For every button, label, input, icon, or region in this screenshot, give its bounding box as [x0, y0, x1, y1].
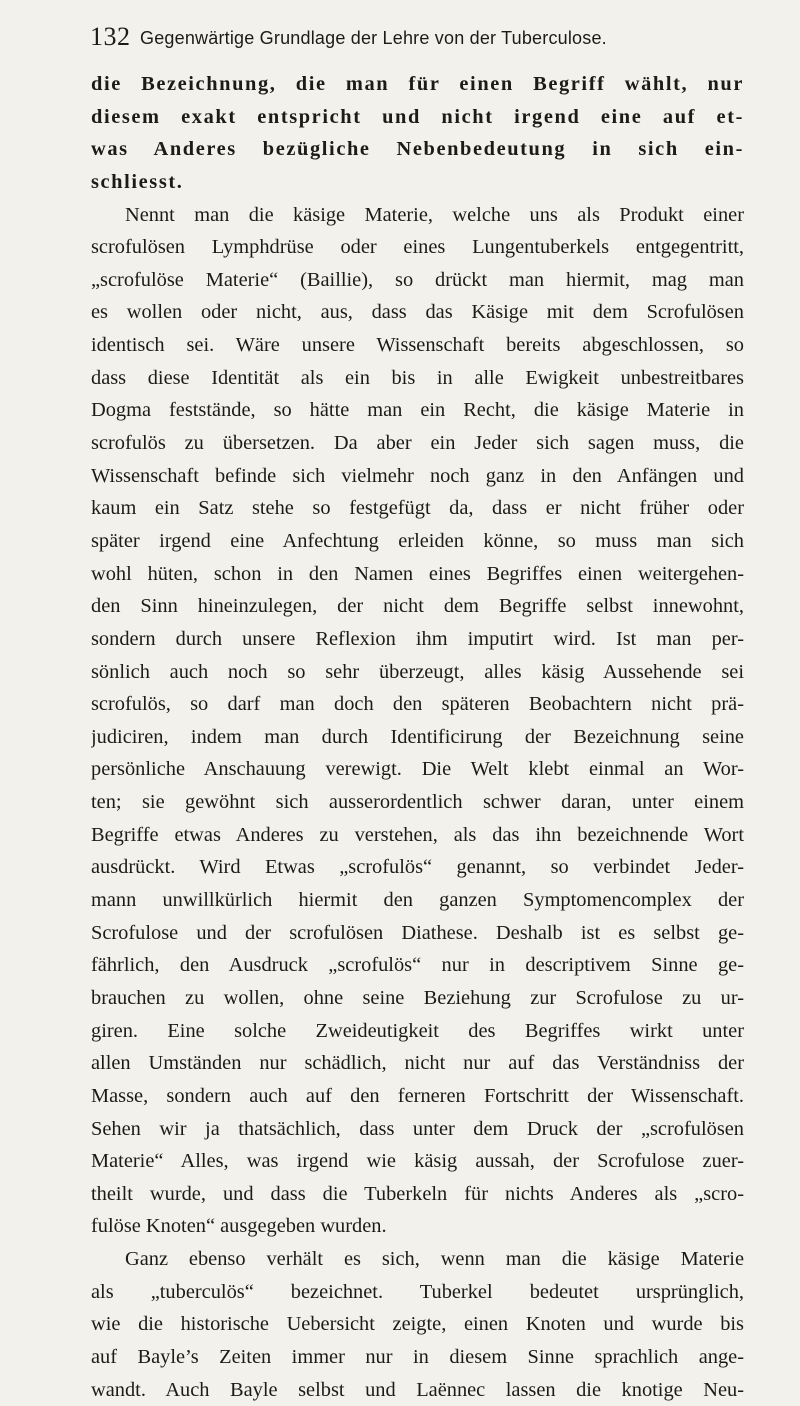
- text-line: kaum ein Satz stehe so festgefügt da, dass er nicht früher oder: [91, 497, 744, 520]
- text-line: Nennt man die käsige Materie, welche uns als Produkt einer: [125, 203, 744, 226]
- text-line: Dogma feststände, so hätte man ein Recht, die käsige Materie in: [91, 399, 744, 422]
- text-line: die Bezeichnung, die man für einen Begriff wählt, nur: [91, 73, 744, 95]
- text-line: den Sinn hineinzulegen, der nicht dem Begriffe selbst innewohnt,: [91, 595, 744, 618]
- text-line: scrofulös zu übersetzen. Da aber ein Jeder sich sagen muss, die: [91, 432, 744, 455]
- text-line: auf Bayle’s Zeiten immer nur in diesem Sinne sprachlich ange-: [91, 1345, 744, 1368]
- text-line: sönlich auch noch so sehr überzeugt, alles käsig Aussehende sei: [91, 660, 744, 683]
- text-line: es wollen oder nicht, aus, dass das Käsige mit dem Scrofulösen: [91, 301, 744, 324]
- text-line: Materie“ Alles, was irgend wie käsig aussah, der Scrofulose zuer-: [91, 1150, 744, 1173]
- text-line: sondern durch unsere Reflexion ihm imputirt wird. Ist man per-: [91, 627, 744, 650]
- text-line: fährlich, den Ausdruck „scrofulös“ nur in descriptivem Sinne ge-: [91, 954, 744, 977]
- text-line: persönliche Anschauung verewigt. Die Welt klebt einmal an Wor-: [91, 758, 744, 781]
- text-line: judiciren, indem man durch Identificirung der Bezeichnung seine: [91, 725, 744, 748]
- text-line: identisch sei. Wäre unsere Wissenschaft bereits abgeschlossen, so: [91, 334, 744, 357]
- text-line: Sehen wir ja thatsächlich, dass unter dem Druck der „scrofulösen: [91, 1117, 744, 1140]
- text-line: was Anderes bezügliche Nebenbedeutung in sich ein-: [91, 138, 744, 161]
- running-title: Gegenwärtige Grundlage der Lehre von der Tuberculose.: [140, 28, 607, 48]
- text-line: als „tuberculös“ bezeichnet. Tuberkel bedeutet ursprünglich,: [91, 1280, 744, 1303]
- text-line: später irgend eine Anfechtung erleiden könne, so muss man sich: [91, 529, 744, 552]
- text-line: brauchen zu wollen, ohne seine Beziehung zur Scrofulose zu ur-: [91, 986, 744, 1009]
- text-line: Wissenschaft befinde sich vielmehr noch ganz in den Anfängen und: [91, 464, 744, 487]
- text-line: schliesst.: [91, 170, 184, 193]
- page-header: [90, 22, 730, 52]
- text-line: scrofulös, so darf man doch den späteren Beobachtern nicht prä-: [91, 693, 744, 716]
- text-line: allen Umständen nur schädlich, nicht nur auf das Verständniss der: [91, 1052, 744, 1075]
- page-number: 132: [90, 22, 131, 51]
- text-line: Masse, sondern auch auf den ferneren Fortschritt der Wissenschaft.: [91, 1084, 744, 1107]
- text-line: dass diese Identität als ein bis in alle Ewigkeit unbestreitbares: [91, 366, 744, 389]
- text-line: fulöse Knoten“ ausgegeben wurden.: [91, 1215, 387, 1238]
- text-line: wie die historische Uebersicht zeigte, einen Knoten und wurde bis: [91, 1313, 744, 1336]
- text-line: wandt. Auch Bayle selbst und Laënnec lassen die knotige Neu-: [91, 1378, 744, 1401]
- text-line: ten; sie gewöhnt sich ausserordentlich schwer daran, unter einem: [91, 791, 744, 814]
- text-line: Scrofulose und der scrofulösen Diathese. Deshalb ist es selbst ge-: [91, 921, 744, 944]
- text-line: giren. Eine solche Zweideutigkeit des Begriffes wirkt unter: [91, 1019, 744, 1042]
- text-line: mann unwillkürlich hiermit den ganzen Symptomencomplex der: [91, 889, 744, 912]
- text-line: „scrofulöse Materie“ (Baillie), so drückt man hiermit, mag man: [91, 268, 744, 291]
- text-line: wohl hüten, schon in den Namen eines Begriffes einen weitergehen-: [91, 562, 744, 585]
- text-line: Begriffe etwas Anderes zu verstehen, als das ihn bezeichnende Wort: [91, 823, 744, 846]
- body-text: [91, 68, 744, 1406]
- text-line: ausdrückt. Wird Etwas „scrofulös“ genannt, so verbindet Jeder-: [91, 856, 744, 879]
- text-line: scrofulösen Lymphdrüse oder eines Lungentuberkels entgegentritt,: [91, 236, 744, 259]
- text-line: diesem exakt entspricht und nicht irgend eine auf et-: [91, 105, 744, 128]
- text-line: theilt wurde, und dass die Tuberkeln für nichts Anderes als „scro-: [91, 1182, 744, 1205]
- text-line: Ganz ebenso verhält es sich, wenn man die käsige Materie: [125, 1248, 744, 1271]
